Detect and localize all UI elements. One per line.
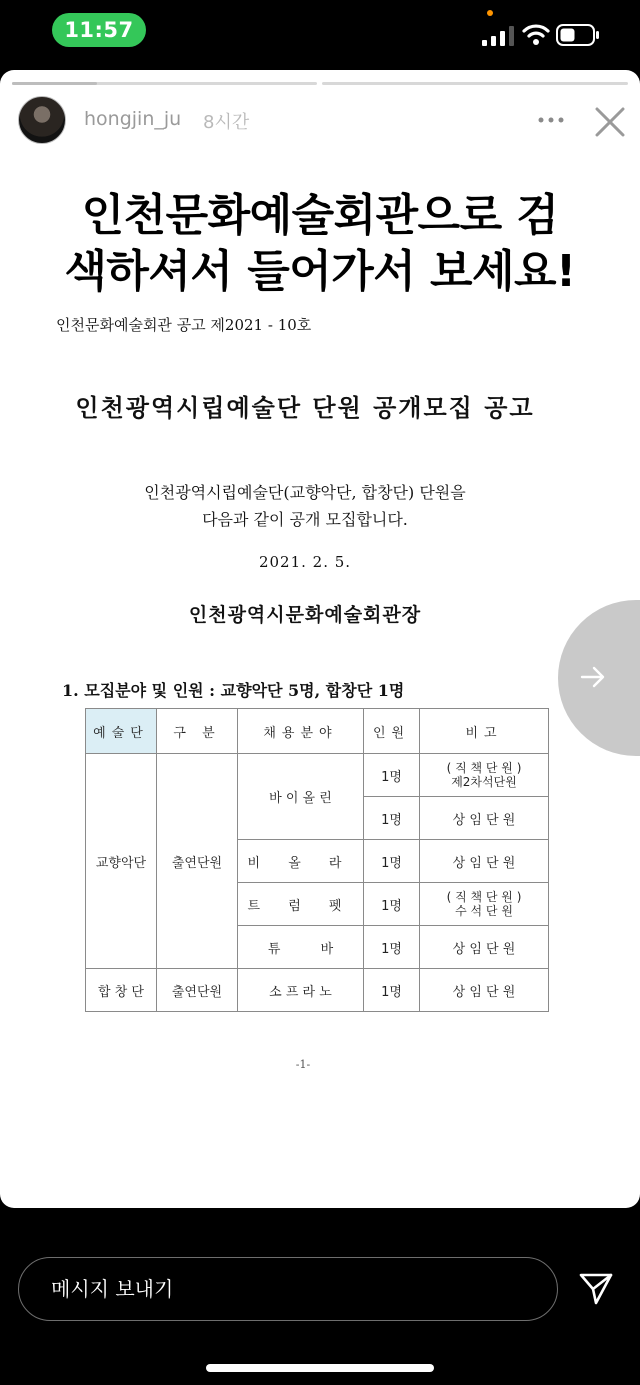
table-row bbox=[86, 754, 549, 797]
table-cell-note: 상 임 단 원 bbox=[420, 926, 549, 969]
send-message-input[interactable]: 메시지 보내기 bbox=[18, 1257, 558, 1321]
table-header: 비고 bbox=[420, 709, 549, 754]
table-cell-count: 1명 bbox=[364, 840, 420, 883]
caption-line-1: 인천문화예술회관으로 검 bbox=[81, 190, 559, 241]
table-cell-field: 바 이 올 린 bbox=[238, 754, 364, 840]
table-cell-count: 1명 bbox=[364, 883, 420, 926]
caption-line-2: 색하셔서 들어가서 보세요! bbox=[64, 246, 576, 297]
send-icon[interactable] bbox=[578, 1272, 614, 1306]
document-body-line-1: 인천광역시립예술단(교향악단, 합창단) 단원을 bbox=[144, 483, 466, 502]
page-number: -1- bbox=[295, 1058, 311, 1071]
privacy-indicator-dot bbox=[487, 10, 493, 16]
arrow-right-icon bbox=[580, 664, 606, 690]
notice-number: 인천문화예술회관 공고 제2021 - 10호 bbox=[56, 316, 312, 334]
table-header-row bbox=[86, 709, 549, 754]
table-cell-note: 상 임 단 원 bbox=[420, 969, 549, 1012]
status-time: 11:57 bbox=[52, 13, 146, 47]
table-header: 채용분야 bbox=[238, 709, 364, 754]
document-title: 인천광역시립예술단 단원 공개모집 공고 bbox=[75, 393, 535, 422]
table-cell-note-line: 수 석 단 원 bbox=[455, 904, 513, 918]
battery-icon bbox=[556, 24, 600, 46]
story-viewer[interactable] bbox=[0, 70, 640, 1208]
table-cell-note: 상 임 단 원 bbox=[420, 797, 549, 840]
table-cell-category: 출연단원 bbox=[157, 969, 238, 1012]
table-cell-note: 상 임 단 원 bbox=[420, 840, 549, 883]
section-heading: 1. 모집분야 및 인원 : 교향악단 5명, 합창단 1명 bbox=[62, 681, 405, 700]
table-header: 구 분 bbox=[157, 709, 238, 754]
wifi-icon bbox=[522, 22, 550, 46]
table-cell-count: 1명 bbox=[364, 926, 420, 969]
table-header: 예술단 bbox=[86, 709, 157, 754]
table-cell-group: 교향악단 bbox=[86, 754, 157, 969]
home-indicator[interactable] bbox=[206, 1364, 434, 1372]
table-cell-note-line: 제2차석단원 bbox=[451, 775, 517, 789]
recruitment-table bbox=[85, 708, 549, 1012]
table-cell-note bbox=[420, 754, 549, 797]
table-cell-note-line: ( 직 책 단 원 ) bbox=[446, 890, 522, 904]
table-cell-count: 1명 bbox=[364, 754, 420, 797]
table-cell-group: 합 창 단 bbox=[86, 969, 157, 1012]
table-cell-count: 1명 bbox=[364, 969, 420, 1012]
table-header: 인원 bbox=[364, 709, 420, 754]
table-cell-category: 출연단원 bbox=[157, 754, 238, 969]
table-row bbox=[86, 969, 549, 1012]
document-issuer: 인천광역시문화예술회관장 bbox=[188, 604, 422, 626]
table-cell-field: 트 럼 펫 bbox=[238, 883, 364, 926]
table-cell-field: 튜 바 bbox=[238, 926, 364, 969]
story-time-ago: 8시간 bbox=[203, 112, 250, 133]
table-cell-note-line: ( 직 책 단 원 ) bbox=[446, 761, 522, 775]
document-date: 2021. 2. 5. bbox=[258, 553, 352, 571]
table-cell-field: 소 프 라 노 bbox=[238, 969, 364, 1012]
table-cell-note bbox=[420, 883, 549, 926]
status-bar bbox=[0, 0, 640, 66]
story-caption bbox=[20, 188, 620, 300]
cellular-signal-icon bbox=[482, 26, 516, 46]
table-cell-count: 1명 bbox=[364, 797, 420, 840]
table-cell-field: 비 올 라 bbox=[238, 840, 364, 883]
story-username[interactable]: hongjin_ju bbox=[84, 108, 182, 130]
document-body-line-2: 다음과 같이 공개 모집합니다. bbox=[202, 510, 408, 529]
